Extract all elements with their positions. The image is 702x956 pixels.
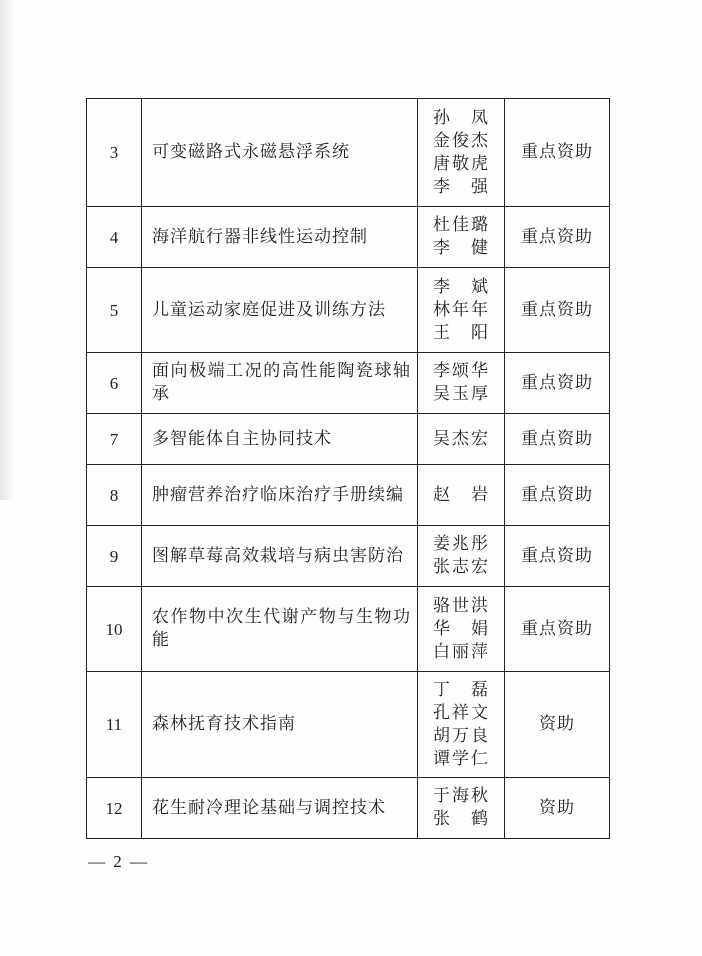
page-edge-shadow (0, 0, 14, 500)
member-name: 丁 磊 (433, 679, 489, 700)
table-row (87, 414, 610, 465)
project-title: 花生耐冷理论基础与调控技术 (142, 778, 418, 839)
project-members (418, 268, 505, 353)
funding-level: 资助 (505, 778, 610, 839)
project-title: 海洋航行器非线性运动控制 (142, 207, 418, 268)
member-name: 唐敬虎 (433, 153, 489, 174)
member-name: 胡万良 (433, 725, 489, 746)
funding-level: 重点资助 (505, 353, 610, 414)
table-row (87, 465, 610, 526)
table-row (87, 99, 610, 207)
project-title: 多智能体自主协同技术 (142, 414, 418, 465)
member-name: 孙 凤 (433, 107, 489, 128)
table-row (87, 207, 610, 268)
funding-level: 资助 (505, 672, 610, 778)
table-row (87, 268, 610, 353)
member-name: 王 阳 (433, 322, 489, 343)
row-number: 7 (87, 414, 142, 465)
project-members (418, 353, 505, 414)
member-name: 金俊杰 (433, 130, 489, 151)
member-name: 华 娟 (433, 618, 489, 639)
project-members (418, 778, 505, 839)
project-members (418, 526, 505, 587)
member-name: 杜佳璐 (433, 215, 489, 235)
member-name: 白丽萍 (433, 641, 489, 662)
project-title: 面向极端工况的高性能陶瓷球轴承 (142, 353, 418, 414)
table-row (87, 778, 610, 839)
member-name: 李颂华 (433, 361, 489, 381)
funding-level: 重点资助 (505, 207, 610, 268)
member-name: 李 健 (433, 238, 489, 258)
row-number: 12 (87, 778, 142, 839)
project-members (418, 99, 505, 207)
funding-table (86, 98, 610, 839)
table-row (87, 526, 610, 587)
row-number: 9 (87, 526, 142, 587)
row-number: 6 (87, 353, 142, 414)
member-name: 骆世洪 (433, 595, 489, 616)
project-members (418, 672, 505, 778)
table-row (87, 353, 610, 414)
project-title: 儿童运动家庭促进及训练方法 (142, 268, 418, 353)
member-name: 林年年 (433, 299, 489, 320)
funding-level: 重点资助 (505, 465, 610, 526)
row-number: 8 (87, 465, 142, 526)
row-number: 4 (87, 207, 142, 268)
row-number: 11 (87, 672, 142, 778)
funding-level: 重点资助 (505, 587, 610, 672)
project-members (418, 587, 505, 672)
row-number: 10 (87, 587, 142, 672)
member-name: 于海秋 (433, 786, 489, 806)
member-name: 赵 岩 (433, 484, 489, 505)
project-title: 森林抚育技术指南 (142, 672, 418, 778)
page-number: — 2 — (88, 852, 149, 871)
funding-level: 重点资助 (505, 99, 610, 207)
member-name: 吴玉厚 (433, 384, 489, 404)
funding-level: 重点资助 (505, 526, 610, 587)
project-title: 农作物中次生代谢产物与生物功能 (142, 587, 418, 672)
member-name: 李 斌 (433, 276, 489, 297)
project-members (418, 207, 505, 268)
project-members (418, 465, 505, 526)
member-name: 张 鹤 (433, 809, 489, 829)
table-row (87, 587, 610, 672)
project-title: 图解草莓高效栽培与病虫害防治 (142, 526, 418, 587)
funding-table-body (87, 99, 610, 839)
member-name: 孔祥文 (433, 702, 489, 723)
table-row (87, 672, 610, 778)
row-number: 5 (87, 268, 142, 353)
funding-level: 重点资助 (505, 414, 610, 465)
project-title: 肿瘤营养治疗临床治疗手册续编 (142, 465, 418, 526)
project-members (418, 414, 505, 465)
member-name: 李 强 (433, 176, 489, 197)
member-name: 张志宏 (433, 557, 489, 577)
member-name: 姜兆彤 (433, 534, 489, 554)
member-name: 谭学仁 (433, 748, 489, 769)
funding-level: 重点资助 (505, 268, 610, 353)
row-number: 3 (87, 99, 142, 207)
project-title: 可变磁路式永磁悬浮系统 (142, 99, 418, 207)
member-name: 吴杰宏 (433, 428, 489, 449)
